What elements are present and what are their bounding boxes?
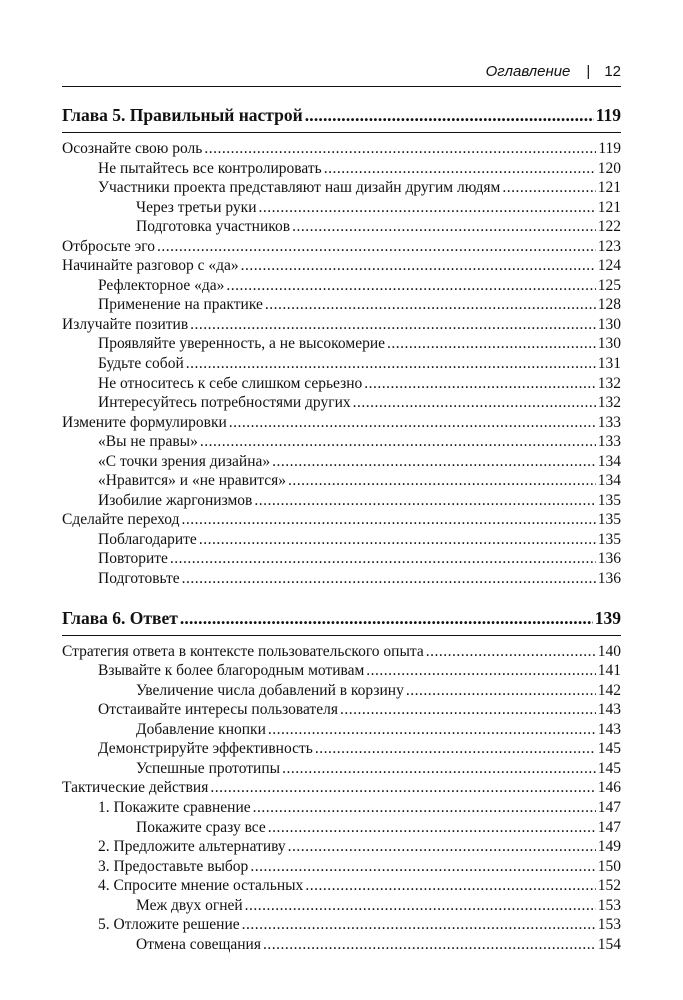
entry-title: Проявляйте уверенность, а не высокомерие (98, 335, 385, 353)
dot-leader (253, 798, 596, 818)
entry-page: 135 (597, 511, 621, 529)
entry-page: 147 (597, 798, 621, 816)
entry-page: 120 (597, 159, 621, 177)
entry-title: Участники проекта представляют наш дизайн другим людям (98, 179, 501, 197)
toc-entry[interactable] (62, 876, 621, 896)
entry-title: Добавление кнопки (136, 720, 266, 738)
toc-entry[interactable] (62, 334, 621, 354)
entry-page: 121 (597, 198, 621, 216)
dot-leader (324, 159, 596, 179)
table-of-contents (62, 102, 621, 954)
entry-page: 130 (597, 315, 621, 333)
dot-leader (241, 256, 596, 276)
dot-leader (242, 915, 596, 935)
toc-entry[interactable] (62, 896, 621, 916)
dot-leader (288, 471, 596, 491)
dot-leader (305, 102, 594, 128)
running-header-content (486, 63, 621, 80)
entry-title: Повторите (98, 550, 168, 568)
entry-page: 134 (597, 472, 621, 490)
dot-leader (180, 605, 593, 631)
entry-title: Будьте собой (98, 355, 184, 373)
entry-title: 1. Покажите сравнение (98, 798, 251, 816)
dot-leader (190, 315, 596, 335)
entry-page: 131 (597, 355, 621, 373)
toc-entry[interactable] (62, 569, 621, 589)
dot-leader (406, 681, 596, 701)
entry-title: Взывайте к более благородным мотивам (98, 662, 365, 680)
dot-leader (182, 569, 596, 589)
entry-title: 5. Отложите решение (98, 916, 240, 934)
entry-page: 135 (597, 491, 621, 509)
dot-leader (282, 759, 596, 779)
entry-title: Покажите сразу все (136, 818, 266, 836)
entry-title: Отмена совещания (136, 935, 261, 953)
toc-entry[interactable] (62, 237, 621, 257)
toc-entry[interactable] (62, 857, 621, 877)
entry-title: Рефлекторное «да» (98, 276, 225, 294)
entry-title: Поблагодарите (98, 530, 197, 548)
entry-page: 119 (598, 140, 621, 157)
toc-entry[interactable] (62, 549, 621, 569)
entry-page: 153 (597, 916, 621, 934)
entry-title: 2. Предложите альтернативу (98, 838, 286, 856)
dot-leader (186, 354, 596, 374)
entry-page: 141 (597, 662, 621, 680)
chapter-spacer (62, 589, 621, 605)
toc-chapter-6[interactable] (62, 605, 621, 631)
dot-leader (204, 139, 596, 159)
entry-page: 154 (597, 935, 621, 953)
toc-entry[interactable] (62, 759, 621, 779)
toc-entry[interactable] (62, 915, 621, 935)
toc-entry[interactable] (62, 315, 621, 335)
chapter-page: 139 (594, 607, 621, 628)
entry-page: 153 (597, 896, 621, 914)
entry-page: 125 (597, 276, 621, 294)
entry-title: Излучайте позитив (62, 315, 189, 333)
entry-title: Начинайте разговор с «да» (62, 257, 239, 275)
entry-page: 146 (597, 779, 621, 797)
dot-leader (259, 198, 596, 218)
dot-leader (502, 178, 595, 198)
entry-page: 136 (597, 550, 621, 568)
toc-entry[interactable] (62, 935, 621, 955)
dot-leader (254, 491, 595, 511)
dot-leader (340, 700, 596, 720)
dot-leader (265, 295, 596, 315)
chapter-title: Глава 5. Правильный настрой (62, 105, 303, 125)
chapter-page: 119 (595, 105, 621, 125)
toc-entry[interactable] (62, 139, 621, 159)
entry-page: 122 (597, 218, 621, 236)
entry-title: «С точки зрения дизайна» (98, 452, 271, 470)
toc-entry[interactable] (62, 413, 621, 433)
header-separator: | (586, 63, 591, 80)
entry-page: 132 (597, 374, 621, 392)
entry-title: Применение на практике (98, 296, 263, 314)
dot-leader (426, 642, 596, 662)
entry-page: 145 (597, 759, 621, 777)
dot-leader (182, 510, 596, 530)
entry-title: 3. Предоставьте выбор (98, 857, 249, 875)
toc-entry[interactable] (62, 276, 621, 296)
toc-entry[interactable] (62, 681, 621, 701)
dot-leader (250, 857, 595, 877)
toc-entry[interactable] (62, 700, 621, 720)
dot-leader (353, 393, 596, 413)
entry-title: Через третьи руки (136, 198, 257, 216)
dot-leader (268, 818, 596, 838)
entry-page: 140 (597, 642, 621, 660)
toc-entry[interactable] (62, 471, 621, 491)
entry-page: 143 (597, 701, 621, 719)
toc-entry[interactable] (62, 837, 621, 857)
toc-entry[interactable] (62, 642, 621, 662)
entry-page: 152 (597, 877, 621, 895)
dot-leader (364, 374, 595, 394)
dot-leader (200, 432, 596, 452)
entry-title: Демонстрируйте эффективность (98, 740, 313, 758)
entry-page: 128 (597, 296, 621, 314)
entry-title: 4. Спросите мнение остальных (98, 877, 304, 895)
entry-title: Не пытайтесь все контролировать (98, 159, 322, 177)
toc-entry[interactable] (62, 720, 621, 740)
chapter-divider (62, 635, 621, 636)
dot-leader (245, 896, 596, 916)
entry-page: 123 (597, 237, 621, 255)
entry-page: 143 (597, 720, 621, 738)
dot-leader (157, 237, 596, 257)
entry-title: Сделайте переход (62, 511, 180, 529)
entry-title: Отстаивайте интересы пользователя (98, 701, 338, 719)
entry-title: Измените формулировки (62, 413, 227, 431)
entry-title: Подготовка участников (136, 218, 291, 236)
toc-entry[interactable] (62, 159, 621, 179)
toc-entry[interactable] (62, 256, 621, 276)
running-header (62, 58, 621, 87)
entry-title: Не относитесь к себе слишком серьезно (98, 374, 363, 392)
entry-title: Меж двух огней (136, 896, 243, 914)
toc-entry[interactable] (62, 530, 621, 550)
toc-entry[interactable] (62, 393, 621, 413)
entry-title: Изобилие жаргонизмов (98, 491, 253, 509)
entry-page: 124 (597, 257, 621, 275)
dot-leader (268, 720, 596, 740)
dot-leader (199, 530, 596, 550)
dot-leader (263, 935, 596, 955)
entry-page: 150 (597, 857, 621, 875)
toc-entry[interactable] (62, 661, 621, 681)
entry-page: 135 (597, 530, 621, 548)
entry-page: 133 (597, 433, 621, 451)
entry-title: Подготовьте (98, 570, 180, 588)
toc-entry[interactable] (62, 452, 621, 472)
toc-entry[interactable] (62, 374, 621, 394)
entry-page: 121 (597, 179, 621, 197)
dot-leader (387, 334, 596, 354)
entry-title: Отбросьте эго (62, 237, 155, 255)
entry-title: Увеличение числа добавлений в корзину (136, 681, 404, 699)
dot-leader (292, 217, 596, 237)
entry-page: 142 (597, 681, 621, 699)
entry-title: Осознайте свою роль (62, 140, 203, 157)
toc-entry[interactable] (62, 217, 621, 237)
entry-title: «Нравится» и «не нравится» (98, 472, 287, 490)
entry-page: 145 (597, 740, 621, 758)
entry-page: 149 (597, 838, 621, 856)
chapter-divider (62, 132, 621, 133)
dot-leader (229, 413, 596, 433)
entry-page: 147 (597, 818, 621, 836)
entry-page: 136 (597, 570, 621, 588)
dot-leader (210, 778, 595, 798)
dot-leader (272, 452, 596, 472)
entry-page: 132 (597, 394, 621, 412)
dot-leader (170, 549, 596, 569)
toc-chapter-5[interactable] (62, 102, 621, 128)
toc-entry[interactable] (62, 178, 621, 198)
chapter-title: Глава 6. Ответ (62, 607, 178, 628)
toc-entry[interactable] (62, 778, 621, 798)
toc-entry[interactable] (62, 432, 621, 452)
dot-leader (226, 276, 595, 296)
toc-entry[interactable] (62, 798, 621, 818)
toc-entry[interactable] (62, 491, 621, 511)
toc-entry[interactable] (62, 510, 621, 530)
entry-page: 130 (597, 335, 621, 353)
toc-entry[interactable] (62, 198, 621, 218)
page-number: 12 (604, 63, 621, 80)
entry-title: «Вы не правы» (98, 433, 198, 451)
entry-page: 134 (597, 452, 621, 470)
toc-entry[interactable] (62, 354, 621, 374)
dot-leader (366, 661, 595, 681)
entry-title: Интересуйтесь потребностями других (98, 394, 351, 412)
dot-leader (315, 739, 596, 759)
dot-leader (288, 837, 596, 857)
toc-entry[interactable] (62, 295, 621, 315)
section-title: Оглавление (485, 63, 571, 80)
entry-title: Стратегия ответа в контексте пользовательского опыта (62, 642, 424, 660)
dot-leader (305, 876, 595, 896)
toc-entry[interactable] (62, 818, 621, 838)
entry-page: 133 (597, 413, 621, 431)
entry-title: Успешные прототипы (136, 759, 281, 777)
toc-entry[interactable] (62, 739, 621, 759)
entry-title: Тактические действия (62, 779, 209, 797)
